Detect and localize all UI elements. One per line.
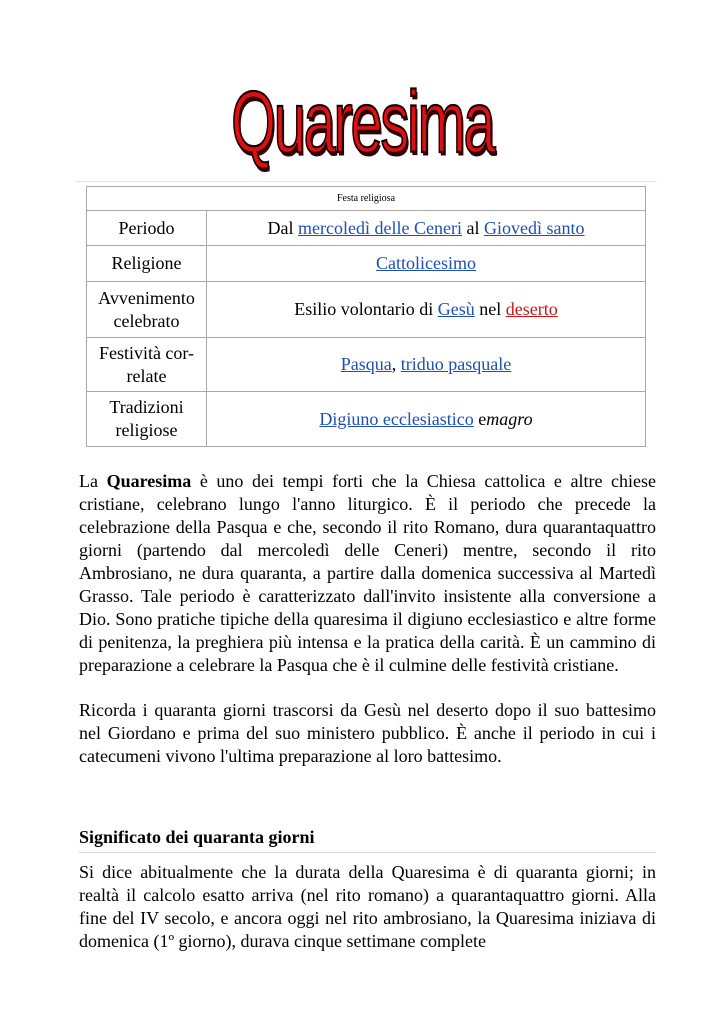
- label-line: Avvenimento: [98, 287, 195, 308]
- infobox-row-festivita: [87, 338, 646, 392]
- infobox-label: [87, 282, 207, 338]
- value-text-magro: magro: [486, 408, 533, 429]
- label-line: Tradizioni: [109, 397, 184, 417]
- infobox-row-religione: [87, 246, 646, 282]
- infobox-label: Religione: [87, 246, 207, 282]
- infobox-label: [87, 392, 207, 447]
- infobox-label: Periodo: [87, 211, 207, 246]
- intro-paragraph: [79, 470, 656, 677]
- value-text: Dal: [267, 217, 299, 238]
- infobox-row-tradizioni: [87, 392, 646, 447]
- infobox-label: [87, 338, 207, 392]
- section-paragraph: Si dice abitualmente che la durata della Quaresima è di quaranta giorni; in realtà il calcolo esatto arriva (nel rito romano) a quarantaquattro giorni. Alla fine del IV secolo, e ancora oggi nel rito ambrosiano, la Quaresima iniziava di domenica (1º giorno), durava cinque settimane complete: [79, 862, 656, 951]
- link-cattolicesimo[interactable]: Cattolicesimo: [376, 253, 476, 273]
- link-digiuno-ecclesiastico[interactable]: Digiuno ecclesiastico: [319, 408, 474, 429]
- link-gesu[interactable]: Gesù: [437, 299, 475, 319]
- infobox-value: [207, 282, 646, 338]
- link-deserto[interactable]: deserto: [505, 299, 558, 319]
- infobox-value: [207, 338, 646, 392]
- infobox-value: [207, 211, 646, 246]
- infobox-table: [86, 186, 646, 447]
- value-text: al: [461, 217, 484, 238]
- link-giovedi-santo[interactable]: Giovedì santo: [483, 217, 585, 238]
- paragraph-text: La: [79, 471, 107, 491]
- infobox-row-avvenimento: [87, 282, 646, 338]
- infobox-row-periodo: [87, 211, 646, 246]
- title-divider: [75, 181, 657, 182]
- value-text: nel: [474, 299, 506, 319]
- bold-term: Quaresima: [106, 471, 192, 491]
- link-triduo-pasquale[interactable]: triduo pasquale: [400, 354, 512, 374]
- label-line: relate: [126, 365, 167, 386]
- value-text: ,: [391, 354, 401, 374]
- label-line: Festività cor-: [98, 342, 195, 363]
- label-line: celebrato: [113, 310, 180, 331]
- infobox-value: [207, 392, 646, 447]
- infobox-value: [207, 246, 646, 282]
- section-heading: Significato dei quaranta giorni: [79, 827, 315, 847]
- title-container: [0, 72, 725, 171]
- label-line: religiose: [115, 420, 178, 440]
- page-title: Quaresima: [231, 72, 494, 171]
- link-pasqua[interactable]: Pasqua: [340, 354, 392, 374]
- infobox-caption: Festa religiosa: [87, 187, 646, 211]
- second-paragraph: Ricorda i quaranta giorni trascorsi da Gesù nel deserto dopo il suo battesimo nel Giordano e prima del suo ministero pubblico. È anche il periodo in cui i catecumeni vivono l'ultima preparazione al loro battesimo.: [79, 700, 656, 766]
- value-text: Esilio volontario di: [294, 299, 438, 319]
- link-mercoledi-ceneri[interactable]: mercoledì delle Ceneri: [298, 217, 462, 238]
- heading-divider: [79, 852, 656, 853]
- paragraph-text: è uno dei tempi forti che la Chiesa cattolica e altre chiese cristiane, celebrano lungo l'anno liturgico. È il periodo che precede la celebrazione della Pasqua e che, secondo il rito Romano, dura quarantaquattro giorni (partendo dal mercoledì delle Ceneri) mentre, secondo il rito Ambrosiano, ne dura quaranta, a partire dalla domenica successiva al Martedì Grasso. Tale periodo è caratterizzato dall'invito insistente alla conversione a Dio. Sono pratiche tipiche della quaresima il digiuno ecclesiastico e altre forme di penitenza, la preghiera più intensa e la pratica della carità. È un cammino di preparazione a celebrare la Pasqua che è il culmine delle festività cristiane.: [79, 471, 656, 675]
- value-text: e: [473, 408, 487, 429]
